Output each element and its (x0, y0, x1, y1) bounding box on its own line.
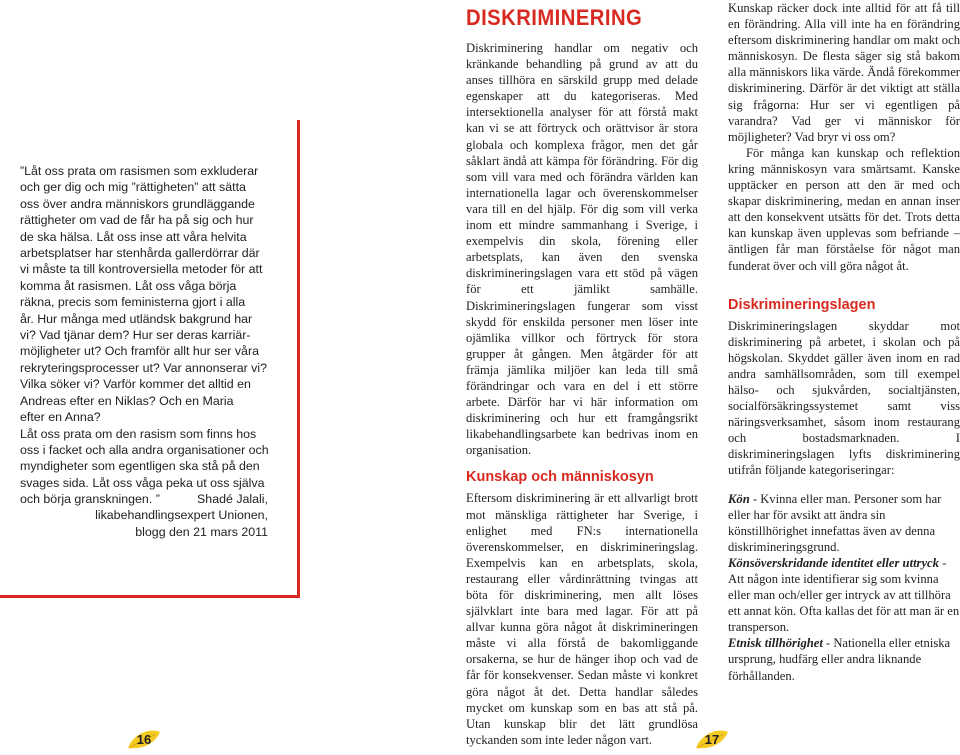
kunskap-continued-paragraph: Kunskap räcker dock inte alltid för att få till en förändring. Alla vill inte ha en förändring eftersom diskriminering handlar om makt och människosyn. De flesta säger sig stå bakom alla människors lika värde. Ändå förekommer diskriminering. Därför är det viktigt att ställa sig frågorna: Hur ser vi egentligen på varandra? Vad ger vi människor för möjligheter? Vad bryr vi oss om? (728, 1, 960, 144)
definition-term: Kön (728, 491, 750, 506)
subtitle-kunskap: Kunskap och människosyn (466, 469, 654, 486)
reflection-paragraph: För många kan kunskap och reflektion kring människosyn vara smärtsamt. Kanske upptäcker en person att den är med och skapar diskriminering, medan en annan inser att den konsekvent utsätts för det. Trots detta kan kunskap även upplevas som befriande – äntligen får man förståelse för något man funderat över och vill göra något åt. (728, 145, 960, 273)
intro-paragraph: Diskriminering handlar om negativ och kränkande behandling på grund av att du anses tillhöra en särskild grupp med delade egenskaper att du kategoriseras. Med intersektionella analyser för att förstå makt kan vi se att förtryck och orättvisor är stora globala och komplexa frågor, men det går såklart ändå att kämpa för förändring. För dig som vill vara med och förändra världen kan internationella lagar och överenskommelser vara till en del hjälp. För dig som vill verka inom ett mindre sammanhang i Sverige, i exempelvis din skola, förening eller arbetsplats, kan även den svenska diskrimineringslagen vara ett stöd på vägen för ett jämlikt samhälle. Diskrimineringslagen fungerar som visst skydd för enskilda personer men löser inte ojämlika villkor och förtryck för stora grupper åt gången. Men åtgärder för att främja jämlika miljöer kan leda till små förändringar och vara en del i ett större arbete. Därför har vi här information om diskriminering och hur ett framgångsrikt likabehandlingsarbete kan bedrivas inom en organisation. (466, 41, 698, 458)
definitions-list (728, 491, 960, 684)
definition-term: Könsöverskridande identitet eller uttryck (728, 555, 939, 570)
page-number-left (124, 728, 164, 752)
page-number-right (692, 728, 732, 752)
page-number-right-text: 17 (704, 732, 720, 747)
quote-text: ”Låt oss prata om rasismen som exkluderar och ger dig och mig ”rättigheten” att sätta oss över andra människors grundläggande rättigheter om vad de får ha på sig och hur de ska hälsa. Låt oss inse att våra helvita arbetsplatser har stenhårda gallerdörrar där vi måste ta till kontroversiella metoder för att komma åt rasismen. Låt oss våga börja räkna, precis som feministerna gjort i alla år. Hur många med utländsk bakgrund har vi? Vad tjänar dem? Hur ser deras karriär- möjligheter ut? Och framför allt hur ser våra rekryteringsprocesser ut? Var annonserar vi? Vilka söker vi? Varför kommer det alltid en Andreas efter en Niklas? Och en Maria efter en Anna? Låt oss prata om den rasism som finns hos oss i facket och alla andra organisationer och myndigheter som egentligen ska stå på den svages sida. Låt oss våga peka ut oss själva och börja granskningen. ” (20, 164, 269, 507)
right-column-1 (466, 0, 698, 748)
definition-text: - Att någon inte identifierar sig som kvinna eller man och/eller ger intryck av att tillhöra ett annat kön. Ofta kallas det för att man är en transperson. (728, 555, 960, 635)
definition-item (728, 491, 960, 555)
right-column-2 (728, 0, 960, 684)
law-paragraph: Diskrimineringslagen skyddar mot diskriminering på arbetet, i skolan och på högskolan. Skyddet gäller även inom en rad andra samhällsområden, som till exempel hälso- och sjukvården, socialtjänsten, socialförsäkringssystemet samt viss näringsverksamhet, såsom inom restaurang och bostadsmarknaden. I diskrimineringslagen lyfts diskriminering utifrån följande kategoriseringar: (728, 318, 960, 478)
section-title-diskriminering: DISKRIMINERING (466, 5, 643, 30)
definition-item (728, 555, 960, 635)
definition-text: - Kvinna eller man. Personer som har eller har för avsikt att ändra sin könstillhörighet innefattas även av denna diskrimineringsgrund. (728, 491, 942, 554)
quote-attribution: Shadé Jalali, likabehandlingsexpert Unionen, blogg den 21 mars 2011 (95, 492, 268, 539)
subtitle-diskrimineringslagen: Diskrimineringslagen (728, 296, 876, 313)
definition-item (728, 635, 960, 683)
definition-term: Etnisk tillhörighet (728, 636, 823, 651)
definition-text: - Nationella eller etniska ursprung, hudfärg eller andra liknande förhållanden. (728, 636, 951, 683)
kunskap-paragraph: Eftersom diskriminering är ett allvarligt brott mot mänskliga rättigheter har Sverige, i enlighet med FN:s internationella överenskommelser, en diskrimineringslag. Exempelvis kan en arbetsplats, skola, restaurang eller vårdinrättning tvingas att böta för diskriminering, men allt löses självklart inte bara med lagar. För att på allvar kunna göra något åt diskrimineringen måste vi alla förstå de bakomliggande orsakerna, se hur de hänger ihop och vad de får för konsekvenser. Sedan måste vi konkret göra något åt det. Detta handlar således mycket om kunskap som en bas att stå på. Utan kunskap blir det lätt grundlösa tyckanden som inte leder någon vart. (466, 491, 698, 747)
page-number-left-text: 16 (136, 732, 152, 747)
